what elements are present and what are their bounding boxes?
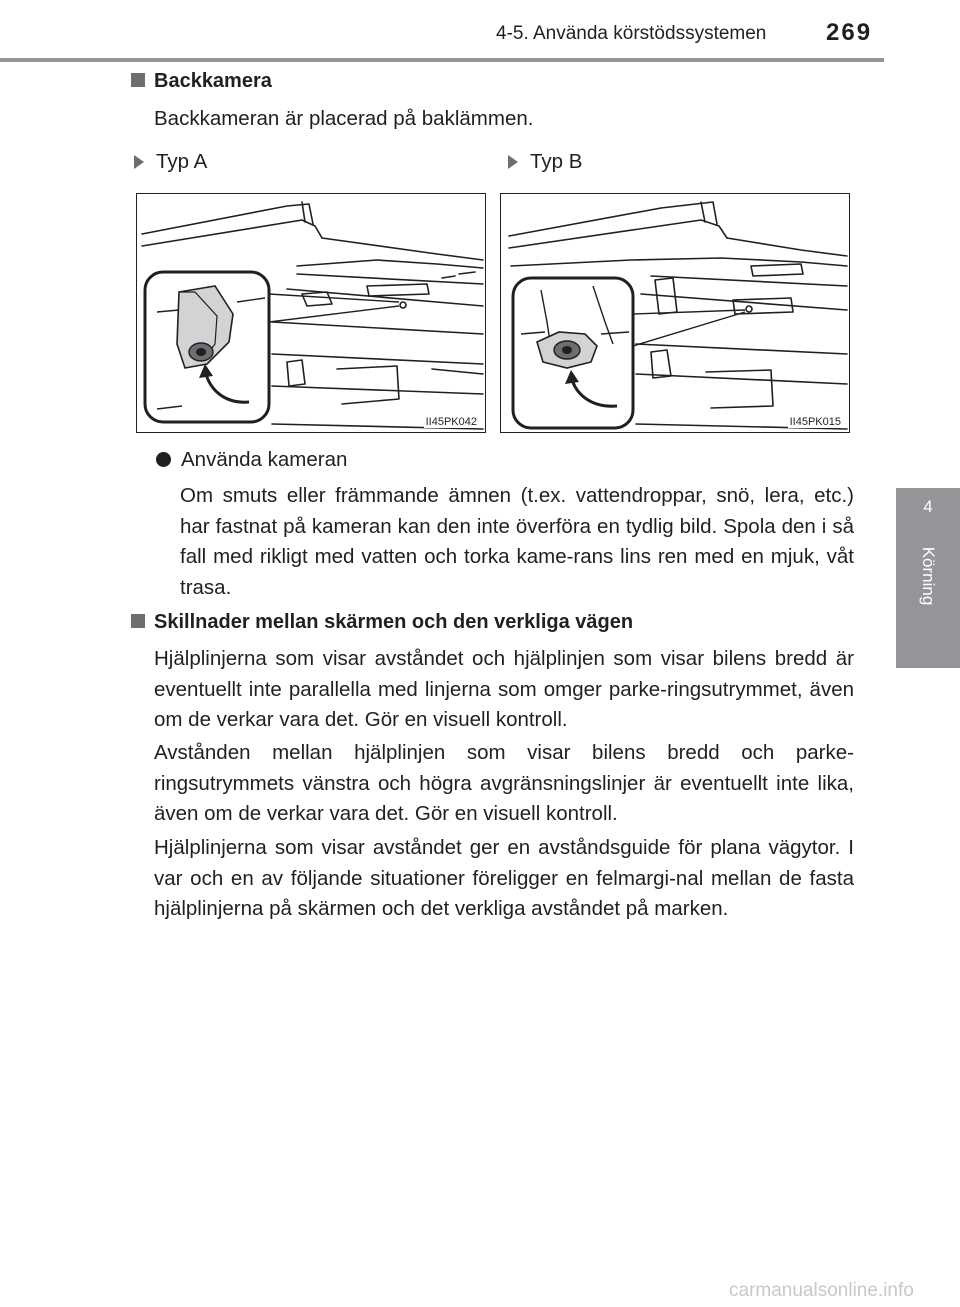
page-number: 269 [826,19,873,46]
chapter-title: 4-5. Använda körstödssystemen [496,23,767,44]
bullet-heading-anvanda-kameran [156,448,347,472]
figure-type-b [500,193,850,433]
section-heading-text: Skillnader mellan skärmen och den verkliga vägen [154,611,634,633]
figure-code-a: II45PK042 [425,416,477,428]
section-heading-text: Backkamera [154,70,272,92]
type-a-label [134,150,207,174]
round-bullet-icon [156,452,171,467]
intro-paragraph: Backkameran är placerad på baklämmen. [154,107,534,130]
bullet-heading-text: Använda kameran [181,448,348,471]
paragraph-2: Avstånden mellan hjälplinjen som visar bilens bredd och parke-ringsutrymmets vänstra och högra avgränsningslinjer är eventuellt inte lika, även om de verkar vara det. Gör en visuell kontroll. [154,741,854,825]
paragraph-3: Hjälplinjerna som visar avståndet ger en avståndsguide för plana vägytor. I var och en av följande situationer föreligger en felmargi-nal mellan de fasta hjälplinjerna på skärmen och det verkliga avståndet på marken. [154,836,854,920]
chapter-number: 4 [923,497,933,516]
chapter-side-tab [896,488,960,668]
tailgate-camera-illustration-b [501,194,849,432]
watermark: carmanualsonline.info [729,1280,914,1301]
header-rule [0,58,884,62]
square-bullet-icon [131,614,145,628]
figure-code-b: II45PK015 [789,416,841,428]
paragraph-1: Hjälplinjerna som visar avståndet och hjälplinjen som visar bilens bredd är eventuellt inte parallella med linjerna som omger parke-ringsutrymmet, även om de verkar vara det. Gör en visuell kontroll. [154,647,854,731]
type-a-label-text: Typ A [156,150,208,173]
triangle-marker-icon [508,155,518,169]
bullet-paragraph: Om smuts eller främmande ämnen (t.ex. vattendroppar, snö, lera, etc.) har fastnat på kameran kan den inte överföra en tydlig bild. Spola den i så fall med rikligt med vatten och torka kame-rans lins ren med en mjuk, våt trasa. [180,484,854,599]
square-bullet-icon [131,73,145,87]
type-b-label-text: Typ B [530,150,583,173]
triangle-marker-icon [134,155,144,169]
figure-type-a [136,193,486,433]
type-b-label [508,150,582,174]
section-heading-backkamera [131,70,272,93]
section-heading-skillnader [131,611,633,634]
tailgate-camera-illustration-a [137,194,485,432]
chapter-label: Körning [919,546,938,606]
